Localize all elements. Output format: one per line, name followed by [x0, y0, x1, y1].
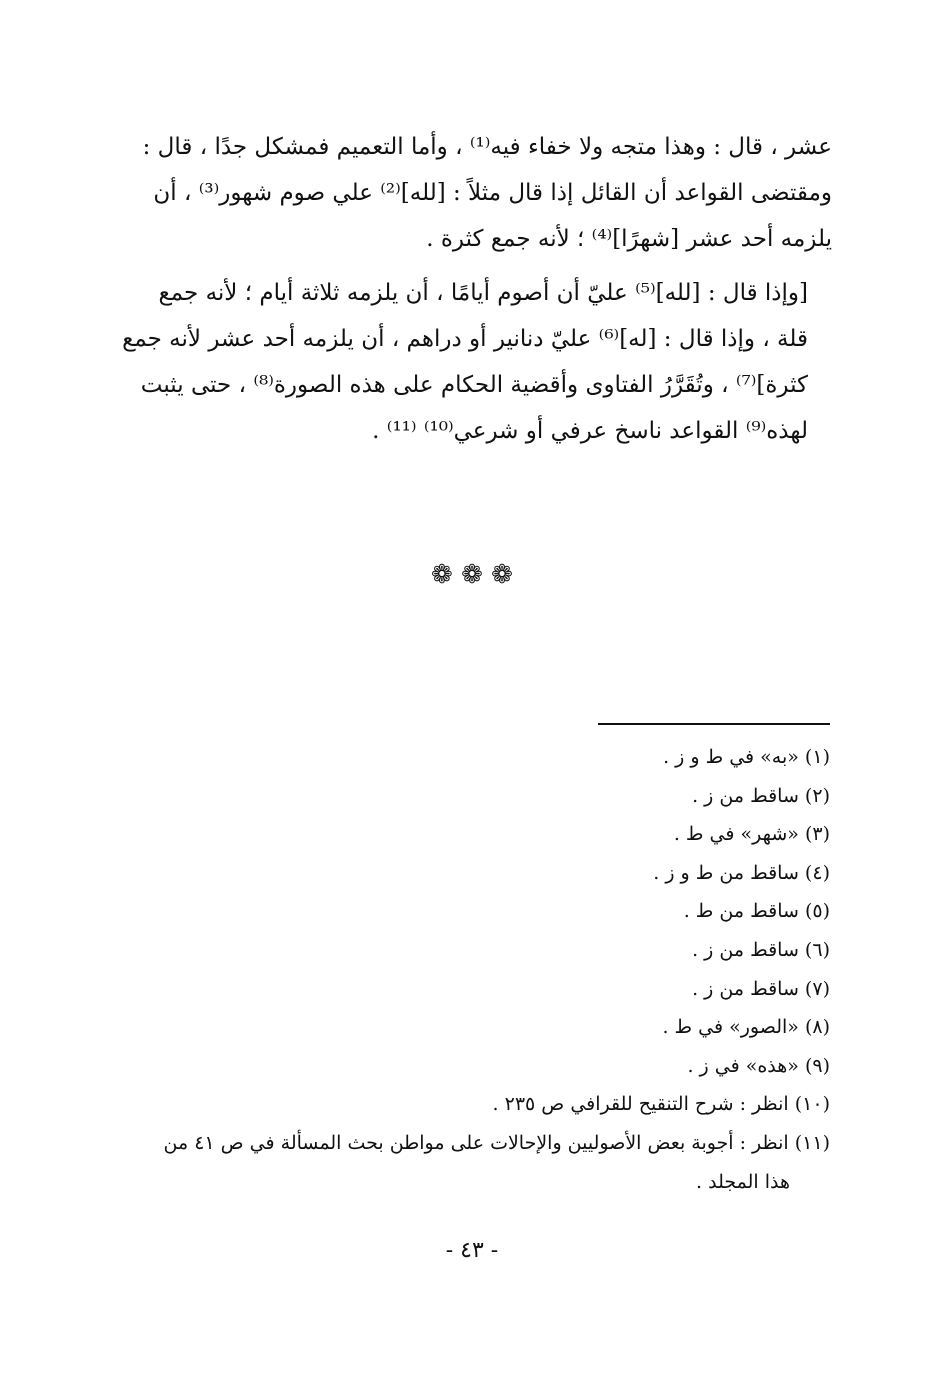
footnote: (٦) ساقط من ز .: [692, 938, 830, 961]
footnote: (١) «به» في ط و ز .: [663, 746, 830, 768]
paragraph-1: [114, 124, 832, 262]
footnote: (٤) ساقط من ط و ز .: [653, 861, 830, 884]
text-line: يلزمه أحد عشر [شهرًا]⁽⁴⁾ ؛ لأنه جمع كثرة .: [426, 226, 832, 252]
text-line: ومقتضى القواعد أن القائل إذا قال مثلاً : [لله]⁽²⁾ علي صوم شهور⁽³⁾ ، أن: [153, 180, 832, 206]
footnote: (٥) ساقط من ط .: [683, 900, 830, 923]
text-line: كثرة]⁽⁷⁾ ، وتُقَرَّرُ الفتاوى وأقضية الحكام على هذه الصورة⁽⁸⁾ ، حتى يثبت: [140, 372, 808, 398]
paragraph-2: [114, 270, 832, 454]
footnote: (٩) «هذه» في ز .: [687, 1054, 830, 1077]
text-line: قلة ، وإذا قال : [له]⁽⁶⁾ عليّ دنانير أو دراهم ، أن يلزمه أحد عشر لأنه جمع: [122, 326, 808, 352]
section-divider: ❁ ❁ ❁: [431, 560, 513, 590]
text-line: [وإذا قال : [لله]⁽⁵⁾ عليّ أن أصوم أيامًا ، أن يلزمه ثلاثة أيام ؛ لأنه جمع: [158, 280, 808, 306]
text-line: لهذه⁽⁹⁾ القواعد ناسخ عرفي أو شرعي⁽¹⁰⁾ ⁽¹¹⁾ .: [372, 418, 808, 444]
page-number: - ٤٣ -: [445, 1238, 499, 1263]
main-text: [114, 124, 832, 454]
footnote: (٣) «شهر» في ط .: [673, 823, 830, 846]
footnote: (١٠) انظر : شرح التنقيح للقرافي ص ٢٣٥ .: [492, 1093, 830, 1116]
footnote-rule: [598, 723, 830, 725]
footnote: (٧) ساقط من ز .: [692, 977, 830, 1000]
text-line: عشر ، قال : وهذا متجه ولا خفاء فيه⁽¹⁾ ، وأما التعميم فمشكل جدًا ، قال :: [142, 134, 832, 160]
footnote: (٨) «الصور» في ط .: [662, 1016, 830, 1039]
footnote: (٢) ساقط من ز .: [692, 784, 830, 807]
footnotes: [118, 738, 830, 1201]
footnote-continuation: هذا المجلد .: [696, 1170, 790, 1193]
footnote: (١١) انظر : أجوبة بعض الأصوليين والإحالات على مواطن بحث المسألة في ص ٤١ من: [163, 1131, 830, 1154]
